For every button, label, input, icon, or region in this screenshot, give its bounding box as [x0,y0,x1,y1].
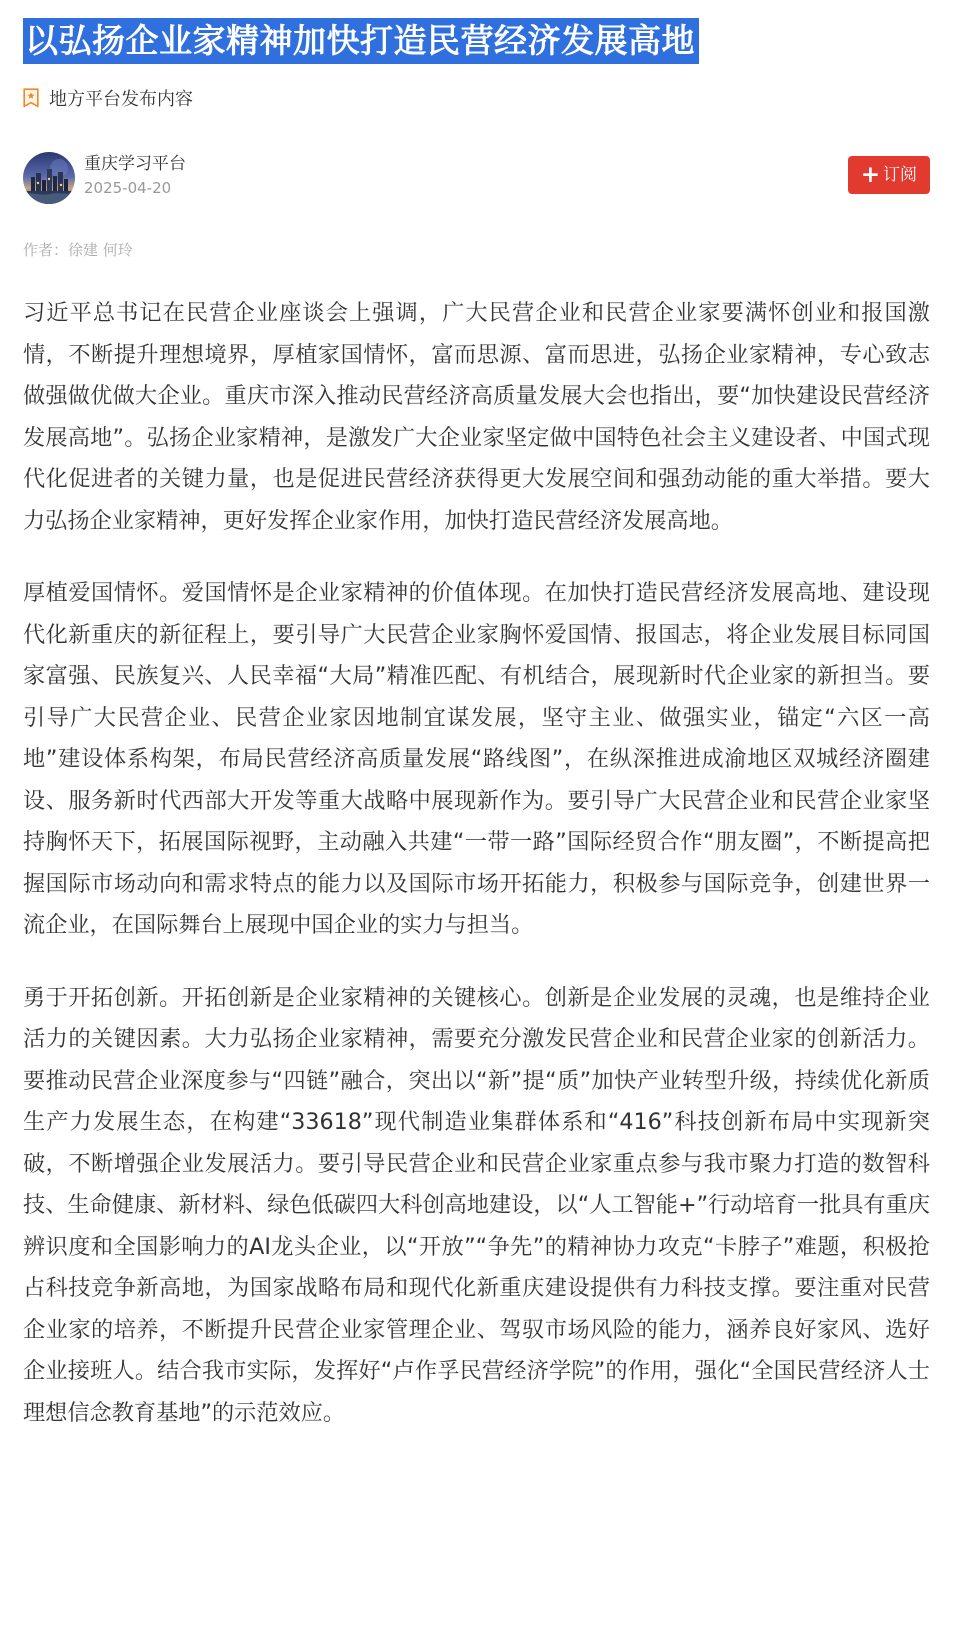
publish-date: 2025-04-20 [84,179,172,197]
subscribe-button[interactable] [848,156,930,194]
author-avatar[interactable] [23,152,75,204]
author-name[interactable]: 重庆学习平台 [84,154,186,174]
subscribe-label: 订阅 [883,165,917,185]
article-paragraph: 勇于开拓创新。开拓创新是企业家精神的关键核心。创新是企业发展的灵魂，也是维持企业活力的关键因素。大力弘扬企业家精神，需要充分激发民营企业和民营企业家的创新活力。要推动民营企业深度参与“四链”融合，突出以“新”提“质”加快产业转型升级，持续优化新质生产力发展生态，在构建“33618”现代制造业集群体系和“416”科技创新布局中实现新突破，不断增强企业发展活力。要引导民营企业和民营企业家重点参与我市聚力打造的数智科技、生命健康、新材料、绿色低碳四大科创高地建设，以“人工智能+”行动培育一批具有重庆辨识度和全国影响力的AI龙头企业，以“开放”“争先”的精神协力攻克“卡脖子”难题，积极抢占科技竞争新高地，为国家战略布局和现代化新重庆建设提供有力科技支撑。要注重对民营企业家的培养，不断提升民营企业家管理企业、驾驭市场风险的能力，涵养良好家风、选好企业接班人。结合我市实际，发挥好“卢作孚民营经济学院”的作用，强化“全国民营经济人士理想信念教育基地”的示范效应。 [23,984,930,1426]
article-paragraph: 习近平总书记在民营企业座谈会上强调，广大民营企业和民营企业家要满怀创业和报国激情，不断提升理想境界，厚植家国情怀，富而思源、富而思进，弘扬企业家精神，专心致志做强做优做大企业。重庆市深入推动民营经济高质量发展大会也指出，要“加快建设民营经济发展高地”。弘扬企业家精神，是激发广大企业家坚定做中国特色社会主义建设者、中国式现代化促进者的关键力量，也是促进民营经济获得更大发展空间和强劲动能的重大举措。要大力弘扬企业家精神，更好发挥企业家作用，加快打造民营经济发展高地。 [23,300,930,534]
article-title: 以弘扬企业家精神加快打造民营经济发展高地 [23,18,699,64]
article-byline: 作者：徐建 何玲 [23,241,133,259]
source-label-row [23,86,193,110]
article-body [23,293,930,1465]
bookmark-star-icon [23,88,39,108]
city-skyline-avatar [23,152,75,204]
article-paragraph: 厚植爱国情怀。爱国情怀是企业家精神的价值体现。在加快打造民营经济发展高地、建设现代化新重庆的新征程上，要引导广大民营企业家胸怀爱国情、报国志，将企业发展目标同国家富强、民族复兴、人民幸福“大局”精准匹配、有机结合，展现新时代企业家的新担当。要引导广大民营企业、民营企业家因地制宜谋发展，坚守主业、做强实业，锚定“六区一高地”建设体系构架，布局民营经济高质量发展“路线图”，在纵深推进成渝地区双城经济圈建设、服务新时代西部大开发等重大战略中展现新作为。要引导广大民营企业和民营企业家坚持胸怀天下，拓展国际视野，主动融入共建“一带一路”国际经贸合作“朋友圈”，不断提高把握国际市场动向和需求特点的能力以及国际市场开拓能力，积极参与国际竞争，创建世界一流企业，在国际舞台上展现中国企业的实力与担当。 [23,580,930,938]
plus-icon: + [860,162,880,188]
author-row [23,152,930,208]
source-label: 地方平台发布内容 [49,89,193,110]
